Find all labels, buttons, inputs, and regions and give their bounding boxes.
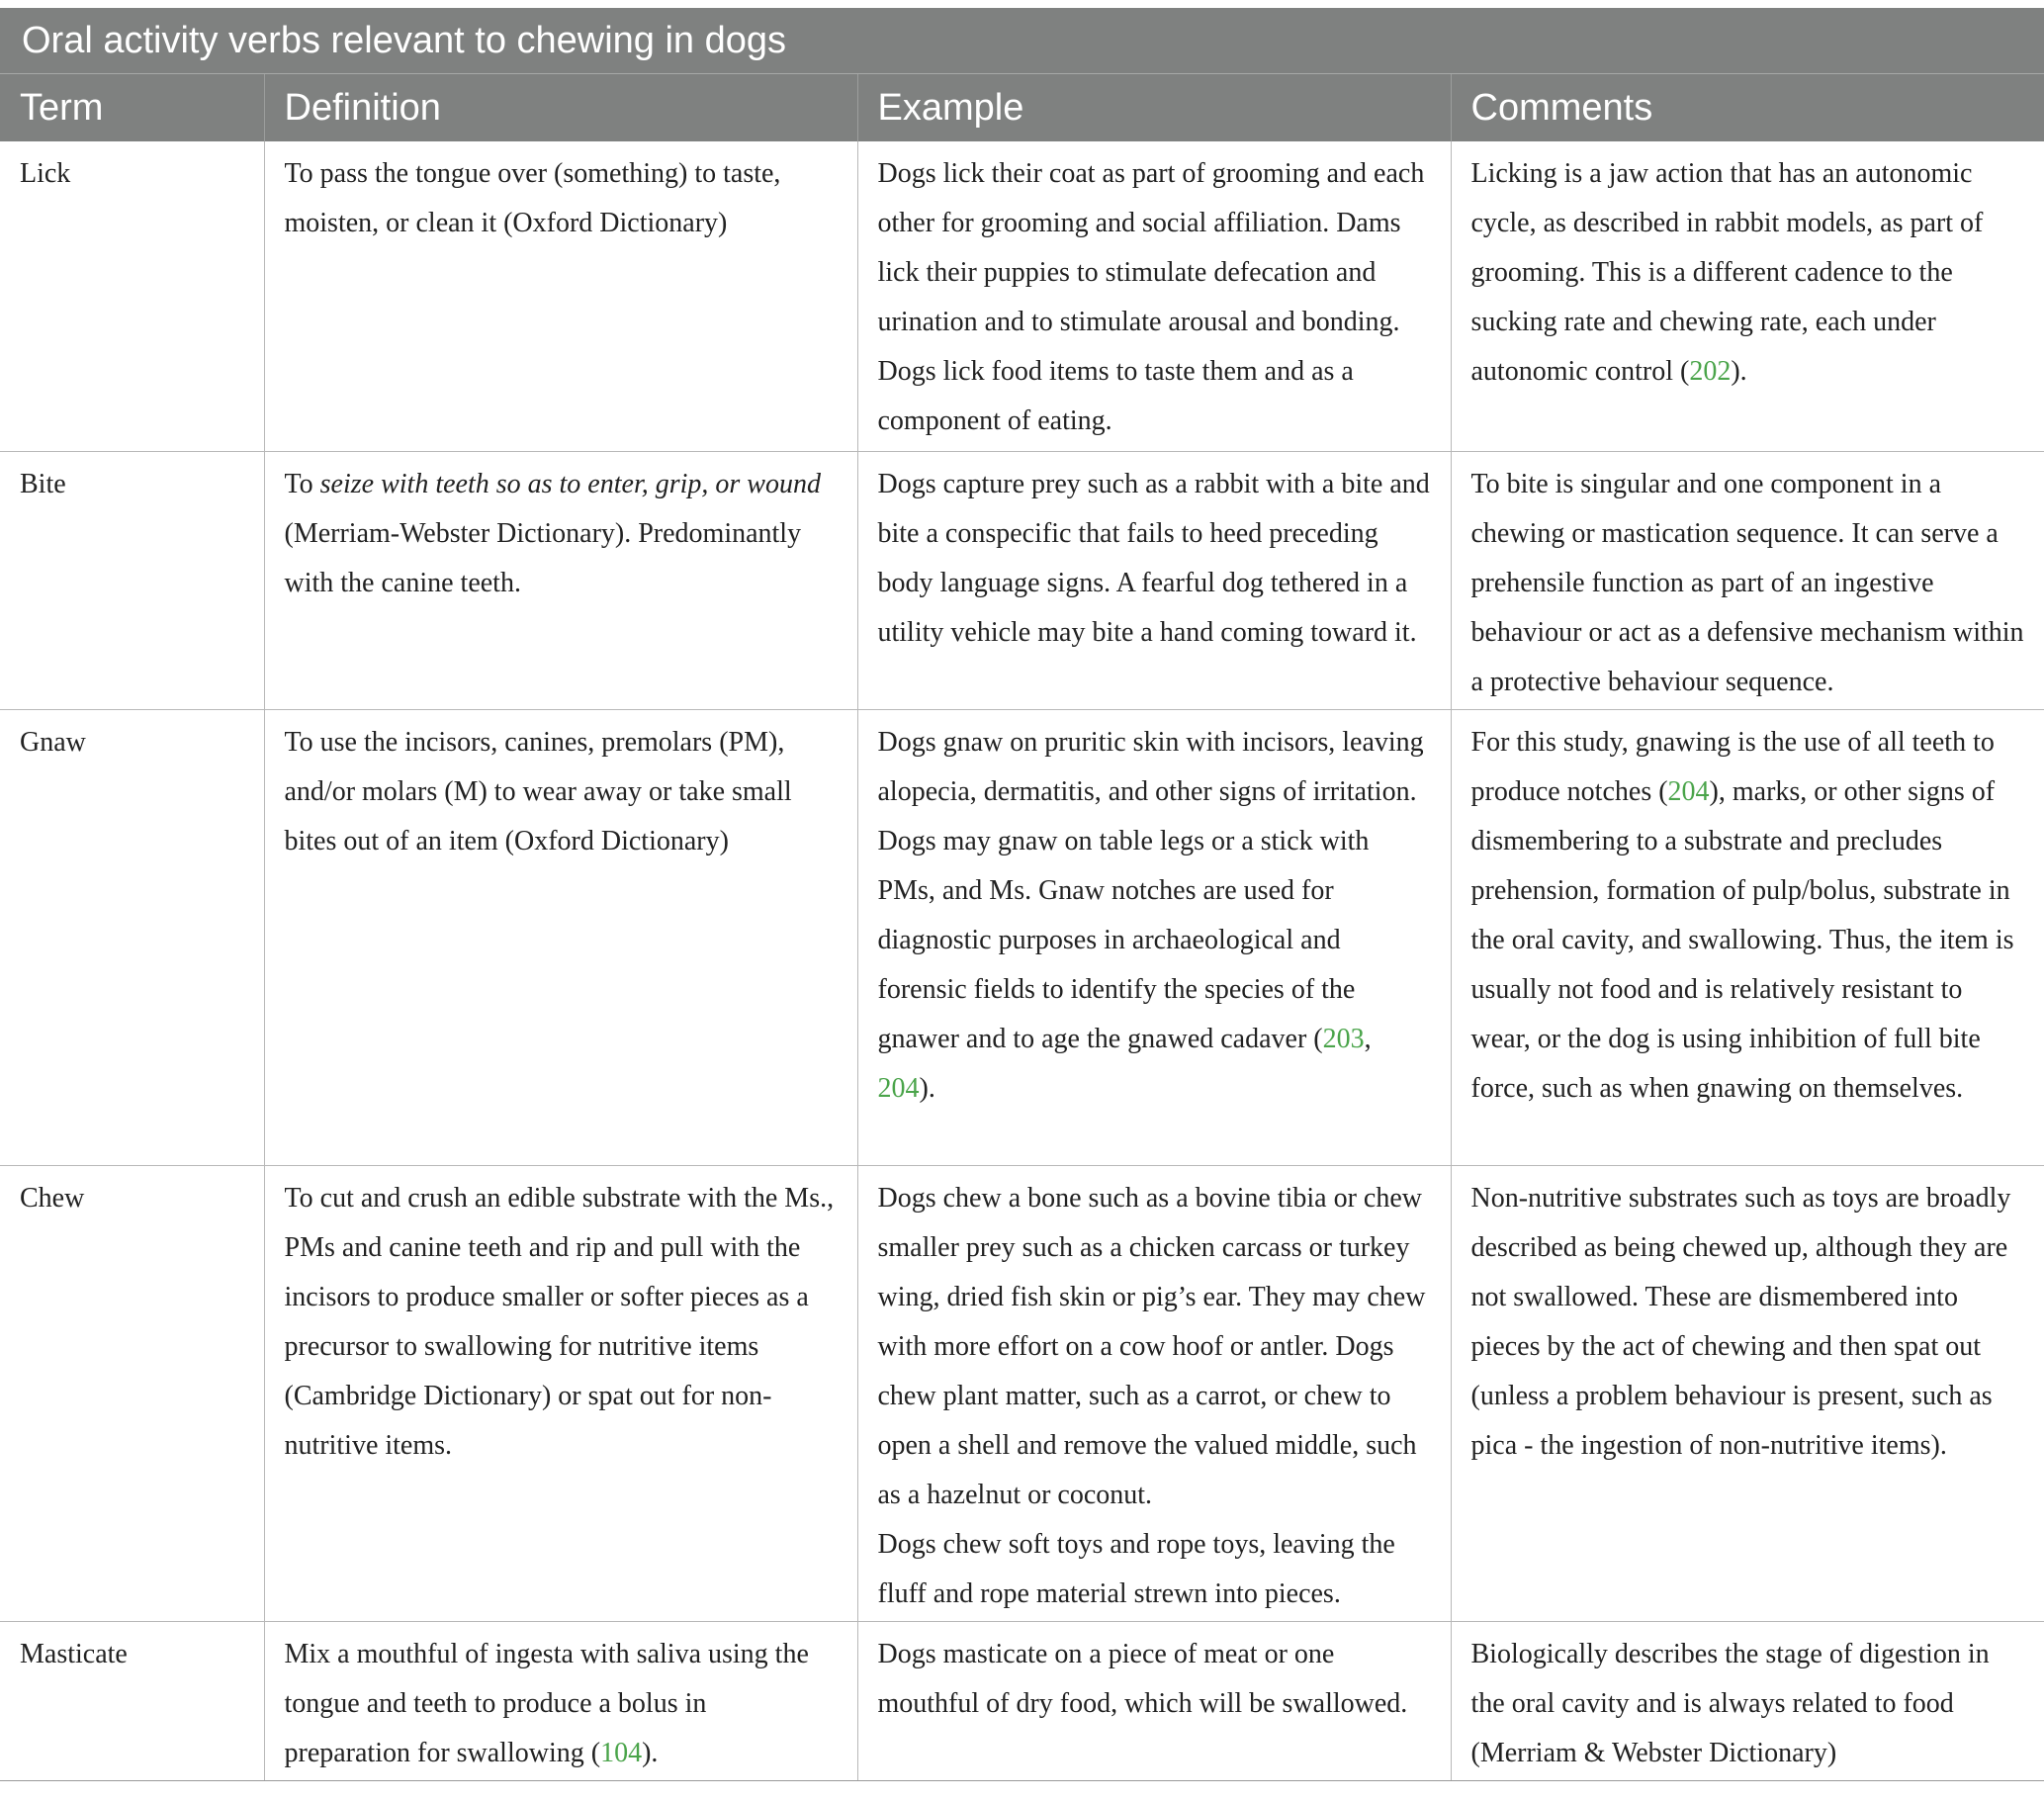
example-cell	[857, 709, 1451, 1165]
comments-cell: To bite is singular and one component in a chewing or mastication sequence. It can serve a prehensile function as part of an ingestive behaviour or act as a defensive mechanism within a protective behaviour sequence.	[1451, 451, 2044, 709]
definition-text: (Merriam-Webster Dictionary). Predominantly with the canine teeth.	[284, 517, 802, 598]
data-table	[0, 74, 2044, 1781]
definition-cell	[264, 451, 857, 709]
table-row	[0, 709, 2044, 1165]
table-row	[0, 1621, 2044, 1780]
column-header-definition: Definition	[264, 74, 857, 141]
example-paragraph: Dogs chew soft toys and rope toys, leaving the fluff and rope material strewn into pieces.	[877, 1528, 1395, 1609]
example-cell: Dogs masticate on a piece of meat or one mouthful of dry food, which will be swallowed.	[857, 1621, 1451, 1780]
definition-cell: To pass the tongue over (something) to taste, moisten, or clean it (Oxford Dictionary)	[264, 141, 857, 451]
term-cell: Chew	[0, 1165, 264, 1621]
header-row	[0, 74, 2044, 141]
comments-text: For this study, gnawing is the use of all teeth to produce notches (	[1470, 726, 1995, 807]
term-cell: Gnaw	[0, 709, 264, 1165]
definition-italic-text: seize with teeth so as to enter, grip, or wound	[319, 468, 821, 499]
comments-text: ), marks, or other signs of dismembering to a substrate and precludes prehension, formation of pulp/bolus, substrate in the oral cavity, and swallowing. Thus, the item is usually not food and is relatively resistant to wear, or the dog is using inhibition of full bite force, such as when gnawing on themselves.	[1470, 775, 2014, 1104]
example-cell	[857, 1165, 1451, 1621]
definition-text: ).	[642, 1737, 659, 1768]
reference-link[interactable]: 204	[1667, 775, 1710, 807]
term-cell: Masticate	[0, 1621, 264, 1780]
example-cell: Dogs capture prey such as a rabbit with a bite and bite a conspecific that fails to heed preceding body language signs. A fearful dog tethered in a utility vehicle may bite a hand coming toward it.	[857, 451, 1451, 709]
comments-cell	[1451, 709, 2044, 1165]
term-cell: Bite	[0, 451, 264, 709]
example-text: ).	[919, 1072, 935, 1104]
table-caption: Oral activity verbs relevant to chewing in dogs	[0, 8, 2044, 74]
terminology-table	[0, 8, 2044, 1781]
column-header-comments: Comments	[1451, 74, 2044, 141]
comments-text: Licking is a jaw action that has an autonomic cycle, as described in rabbit models, as part of grooming. This is a different cadence to the sucking rate and chewing rate, each under autonomic control (	[1470, 158, 1984, 387]
definition-cell: To use the incisors, canines, premolars (PM), and/or molars (M) to wear away or take small bites out of an item (Oxford Dictionary)	[264, 709, 857, 1165]
reference-link[interactable]: 202	[1689, 356, 1732, 387]
reference-link[interactable]: 203	[1322, 1023, 1365, 1054]
definition-text: To	[284, 468, 320, 499]
example-paragraph: Dogs chew a bone such as a bovine tibia or chew smaller prey such as a chicken carcass or turkey wing, dried fish skin or pig’s ear. They may chew with more effort on a cow hoof or antler. Dogs chew plant matter, such as a carrot, or chew to open a shell and remove the valued middle, such as a hazelnut or coconut.	[877, 1182, 1426, 1510]
comments-cell: Non-nutritive substrates such as toys are broadly described as being chewed up, although they are not swallowed. These are dismembered into pieces by the act of chewing and then spat out (unless a problem behaviour is present, such as pica - the ingestion of non-nutritive items).	[1451, 1165, 2044, 1621]
column-header-term: Term	[0, 74, 264, 141]
table-row	[0, 451, 2044, 709]
term-cell: Lick	[0, 141, 264, 451]
column-header-example: Example	[857, 74, 1451, 141]
comments-cell: Biologically describes the stage of digestion in the oral cavity and is always related to food (Merriam & Webster Dictionary)	[1451, 1621, 2044, 1780]
definition-cell	[264, 1621, 857, 1780]
example-text: Dogs gnaw on pruritic skin with incisors, leaving alopecia, dermatitis, and other signs of irritation. Dogs may gnaw on table legs or a stick with PMs, and Ms. Gnaw notches are used for diagnostic purposes in archaeological and forensic fields to identify the species of the gnawer and to age the gnawed cadaver (	[877, 726, 1424, 1054]
example-cell: Dogs lick their coat as part of grooming and each other for grooming and social affiliation. Dams lick their puppies to stimulate defecation and urination and to stimulate arousal and bonding. Dogs lick food items to taste them and as a component of eating.	[857, 141, 1451, 451]
definition-text: Mix a mouthful of ingesta with saliva using the tongue and teeth to produce a bolus in preparation for swallowing (	[284, 1638, 809, 1768]
comments-cell	[1451, 141, 2044, 451]
definition-cell: To cut and crush an edible substrate with the Ms., PMs and canine teeth and rip and pull with the incisors to produce smaller or softer pieces as a precursor to swallowing for nutritive items (Cambridge Dictionary) or spat out for non-nutritive items.	[264, 1165, 857, 1621]
comments-text: ).	[1731, 356, 1747, 387]
table-row	[0, 1165, 2044, 1621]
reference-link[interactable]: 204	[877, 1072, 920, 1104]
reference-link[interactable]: 104	[600, 1737, 643, 1768]
table-row	[0, 141, 2044, 451]
example-text: ,	[1364, 1023, 1372, 1054]
